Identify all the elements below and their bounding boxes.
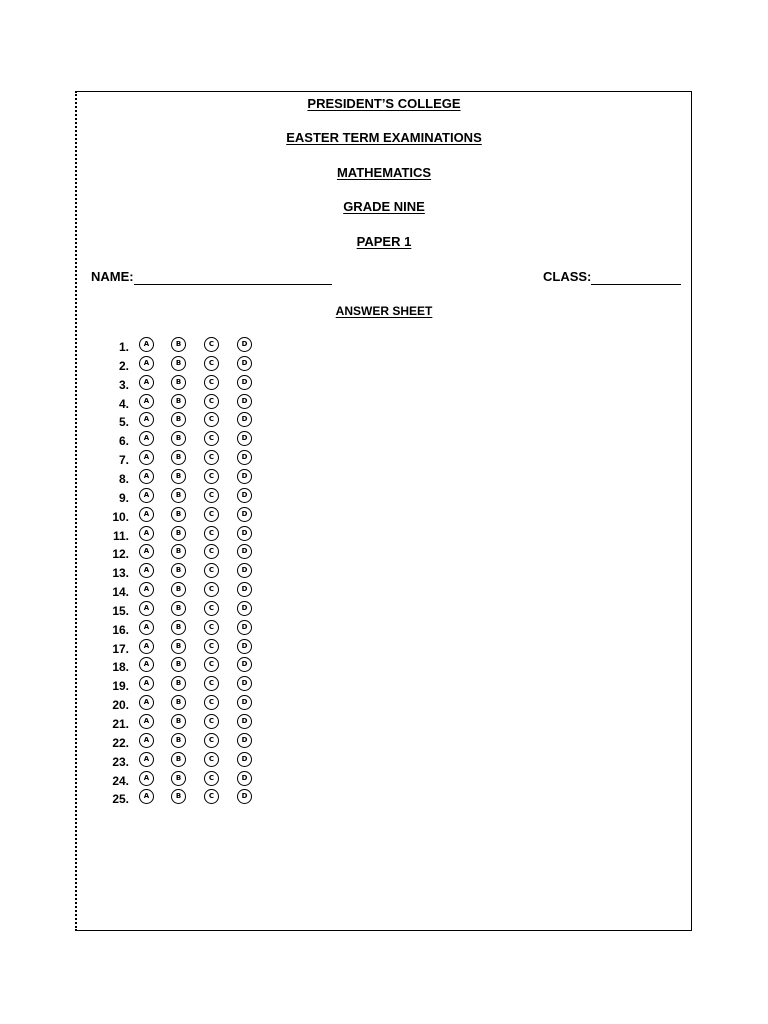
question-row [77,695,297,713]
question-number: 23. [112,754,129,769]
question-row [77,412,297,430]
answer-bubble-c[interactable]: C [204,544,219,559]
answer-bubble-d[interactable]: D [237,544,252,559]
question-number: 18. [112,660,129,675]
answer-bubble-b[interactable]: B [171,639,186,654]
school-name: PRESIDENT’S COLLEGE [307,96,461,111]
exam-title: EASTER TERM EXAMINATIONS [286,130,482,145]
question-row [77,469,297,487]
answer-bubble-d[interactable]: D [237,657,252,672]
answer-bubble-d[interactable]: D [237,469,252,484]
answer-sheet-title: ANSWER SHEET [335,304,433,318]
answer-bubble-a[interactable]: A [139,563,154,578]
question-row [77,526,297,544]
answer-bubble-d[interactable]: D [237,412,252,427]
answer-bubble-a[interactable]: A [139,488,154,503]
answer-bubble-a[interactable]: A [139,714,154,729]
question-number: 22. [112,735,129,750]
answer-bubble-d[interactable]: D [237,601,252,616]
answer-bubble-c[interactable]: C [204,394,219,409]
answer-bubble-a[interactable]: A [139,526,154,541]
answer-bubble-b[interactable]: B [171,488,186,503]
answer-bubble-b[interactable]: B [171,714,186,729]
answer-bubble-c[interactable]: C [204,695,219,710]
answer-bubble-d[interactable]: D [237,394,252,409]
question-number: 7. [118,453,129,468]
question-row [77,375,297,393]
answer-bubble-b[interactable]: B [171,375,186,390]
answer-bubble-d[interactable]: D [237,771,252,786]
answer-bubble-c[interactable]: C [204,337,219,352]
grade-title: GRADE NINE [343,199,425,214]
answer-bubble-c[interactable]: C [204,620,219,635]
answer-bubble-a[interactable]: A [139,676,154,691]
answer-bubble-d[interactable]: D [237,337,252,352]
answer-bubble-b[interactable]: B [171,771,186,786]
answer-bubble-d[interactable]: D [237,733,252,748]
answer-sheet-page [75,91,692,931]
question-number: 13. [112,566,129,581]
answer-bubble-a[interactable]: A [139,733,154,748]
question-row [77,394,297,412]
answer-bubble-a[interactable]: A [139,450,154,465]
question-number: 21. [112,717,129,731]
question-row [77,676,297,694]
answer-bubble-a[interactable]: A [139,507,154,522]
answer-bubble-b[interactable]: B [171,676,186,691]
answer-bubble-a[interactable]: A [139,356,154,371]
answer-bubble-b[interactable]: B [171,356,186,371]
answer-bubble-d[interactable]: D [237,563,252,578]
answer-bubble-b[interactable]: B [171,431,186,446]
question-row [77,337,297,355]
answer-bubble-a[interactable]: A [139,544,154,559]
answer-bubble-a[interactable]: A [139,375,154,390]
answer-bubble-c[interactable]: C [204,771,219,786]
question-number: 15. [112,603,129,618]
answer-bubble-d[interactable]: D [237,375,252,390]
answer-bubble-b[interactable]: B [171,601,186,616]
answer-bubble-a[interactable]: A [139,771,154,786]
answer-bubble-b[interactable]: B [171,394,186,409]
answer-bubble-d[interactable]: D [237,639,252,654]
answer-bubble-a[interactable]: A [139,469,154,484]
answer-bubble-c[interactable]: C [204,657,219,672]
answer-bubble-d[interactable]: D [237,431,252,446]
name-label: NAME: [91,269,134,284]
answer-bubble-d[interactable]: D [237,450,252,465]
question-number: 12. [112,547,129,562]
answer-bubble-c[interactable]: C [204,563,219,578]
question-number: 16. [112,622,129,637]
question-number: 2. [118,358,129,373]
answer-bubble-d[interactable]: D [237,752,252,767]
answer-bubble-b[interactable]: B [171,507,186,522]
class-field[interactable] [543,269,681,285]
answer-bubble-b[interactable]: B [171,620,186,635]
answer-bubble-c[interactable]: C [204,431,219,446]
answer-bubble-d[interactable]: D [237,620,252,635]
question-row [77,601,297,619]
answer-bubble-b[interactable]: B [171,544,186,559]
answer-bubble-d[interactable]: D [237,582,252,597]
answer-bubble-a[interactable]: A [139,657,154,672]
question-number: 1. [118,340,129,354]
answer-bubble-a[interactable]: A [139,789,154,804]
paper-title: PAPER 1 [356,234,412,249]
question-row [77,488,297,506]
answer-bubble-d[interactable]: D [237,695,252,710]
answer-bubble-b[interactable]: B [171,526,186,541]
answer-bubble-c[interactable]: C [204,526,219,541]
answer-bubble-a[interactable]: A [139,337,154,352]
answer-bubble-a[interactable]: A [139,639,154,654]
question-row [77,450,297,468]
name-field[interactable] [91,269,332,285]
question-row [77,733,297,751]
question-row [77,507,297,525]
answer-bubble-a[interactable]: A [139,620,154,635]
question-number: 17. [112,641,129,656]
question-row [77,356,297,374]
answer-bubble-b[interactable]: B [171,733,186,748]
answer-bubble-c[interactable]: C [204,714,219,729]
answer-bubble-c[interactable]: C [204,582,219,597]
question-number: 10. [112,509,129,524]
answer-bubble-c[interactable]: C [204,676,219,691]
question-row [77,544,297,562]
answer-bubble-c[interactable]: C [204,601,219,616]
question-number: 5. [118,415,129,430]
answer-bubble-d[interactable]: D [237,789,252,804]
answer-bubble-b[interactable]: B [171,563,186,578]
answer-bubble-a[interactable]: A [139,431,154,446]
answer-bubble-b[interactable]: B [171,789,186,804]
question-number: 19. [112,679,129,694]
answer-bubble-b[interactable]: B [171,582,186,597]
question-number: 4. [118,396,129,411]
answer-bubble-b[interactable]: B [171,657,186,672]
question-row [77,789,297,807]
answer-bubble-c[interactable]: C [204,412,219,427]
question-number: 11. [112,528,129,543]
answer-bubble-c[interactable]: C [204,733,219,748]
class-label: CLASS: [543,269,592,284]
answer-bubble-a[interactable]: A [139,582,154,597]
question-row [77,771,297,789]
answer-bubble-c[interactable]: C [204,752,219,767]
answer-bubble-b[interactable]: B [171,412,186,427]
answer-bubble-c[interactable]: C [204,450,219,465]
question-row [77,657,297,675]
answer-bubble-c[interactable]: C [204,356,219,371]
answer-bubble-b[interactable]: B [171,450,186,465]
answer-bubble-d[interactable]: D [237,488,252,503]
answer-bubble-a[interactable]: A [139,752,154,767]
question-number: 8. [118,471,129,486]
question-row [77,714,297,732]
subject-title: MATHEMATICS [336,165,432,180]
question-number: 20. [112,698,129,713]
answer-bubble-b[interactable]: B [171,695,186,710]
answer-bubble-b[interactable]: B [171,752,186,767]
question-number: 14. [112,585,129,600]
answer-bubble-d[interactable]: D [237,507,252,522]
name-blank-line[interactable] [134,270,332,285]
answer-bubble-c[interactable]: C [204,639,219,654]
question-row [77,582,297,600]
answer-bubble-c[interactable]: C [204,789,219,804]
question-number: 25. [112,792,129,807]
question-number: 24. [112,773,129,788]
class-blank-line[interactable] [591,270,681,285]
answer-bubble-c[interactable]: C [204,375,219,390]
answer-bubble-a[interactable]: A [139,695,154,710]
question-row [77,639,297,657]
answer-bubble-c[interactable]: C [204,488,219,503]
answer-bubble-a[interactable]: A [139,394,154,409]
question-number: 9. [118,490,129,505]
question-row [77,620,297,638]
answer-bubble-d[interactable]: D [237,526,252,541]
question-row [77,563,297,581]
answer-bubble-d[interactable]: D [237,676,252,691]
answer-bubble-b[interactable]: B [171,469,186,484]
answer-bubble-a[interactable]: A [139,601,154,616]
answer-bubble-a[interactable]: A [139,412,154,427]
question-number: 3. [118,377,129,392]
answer-bubble-c[interactable]: C [204,469,219,484]
answer-bubble-d[interactable]: D [237,714,252,729]
answer-bubble-d[interactable]: D [237,356,252,371]
answer-bubble-b[interactable]: B [171,337,186,352]
answer-bubble-c[interactable]: C [204,507,219,522]
question-row [77,431,297,449]
question-number: 6. [118,434,129,449]
question-row [77,752,297,770]
